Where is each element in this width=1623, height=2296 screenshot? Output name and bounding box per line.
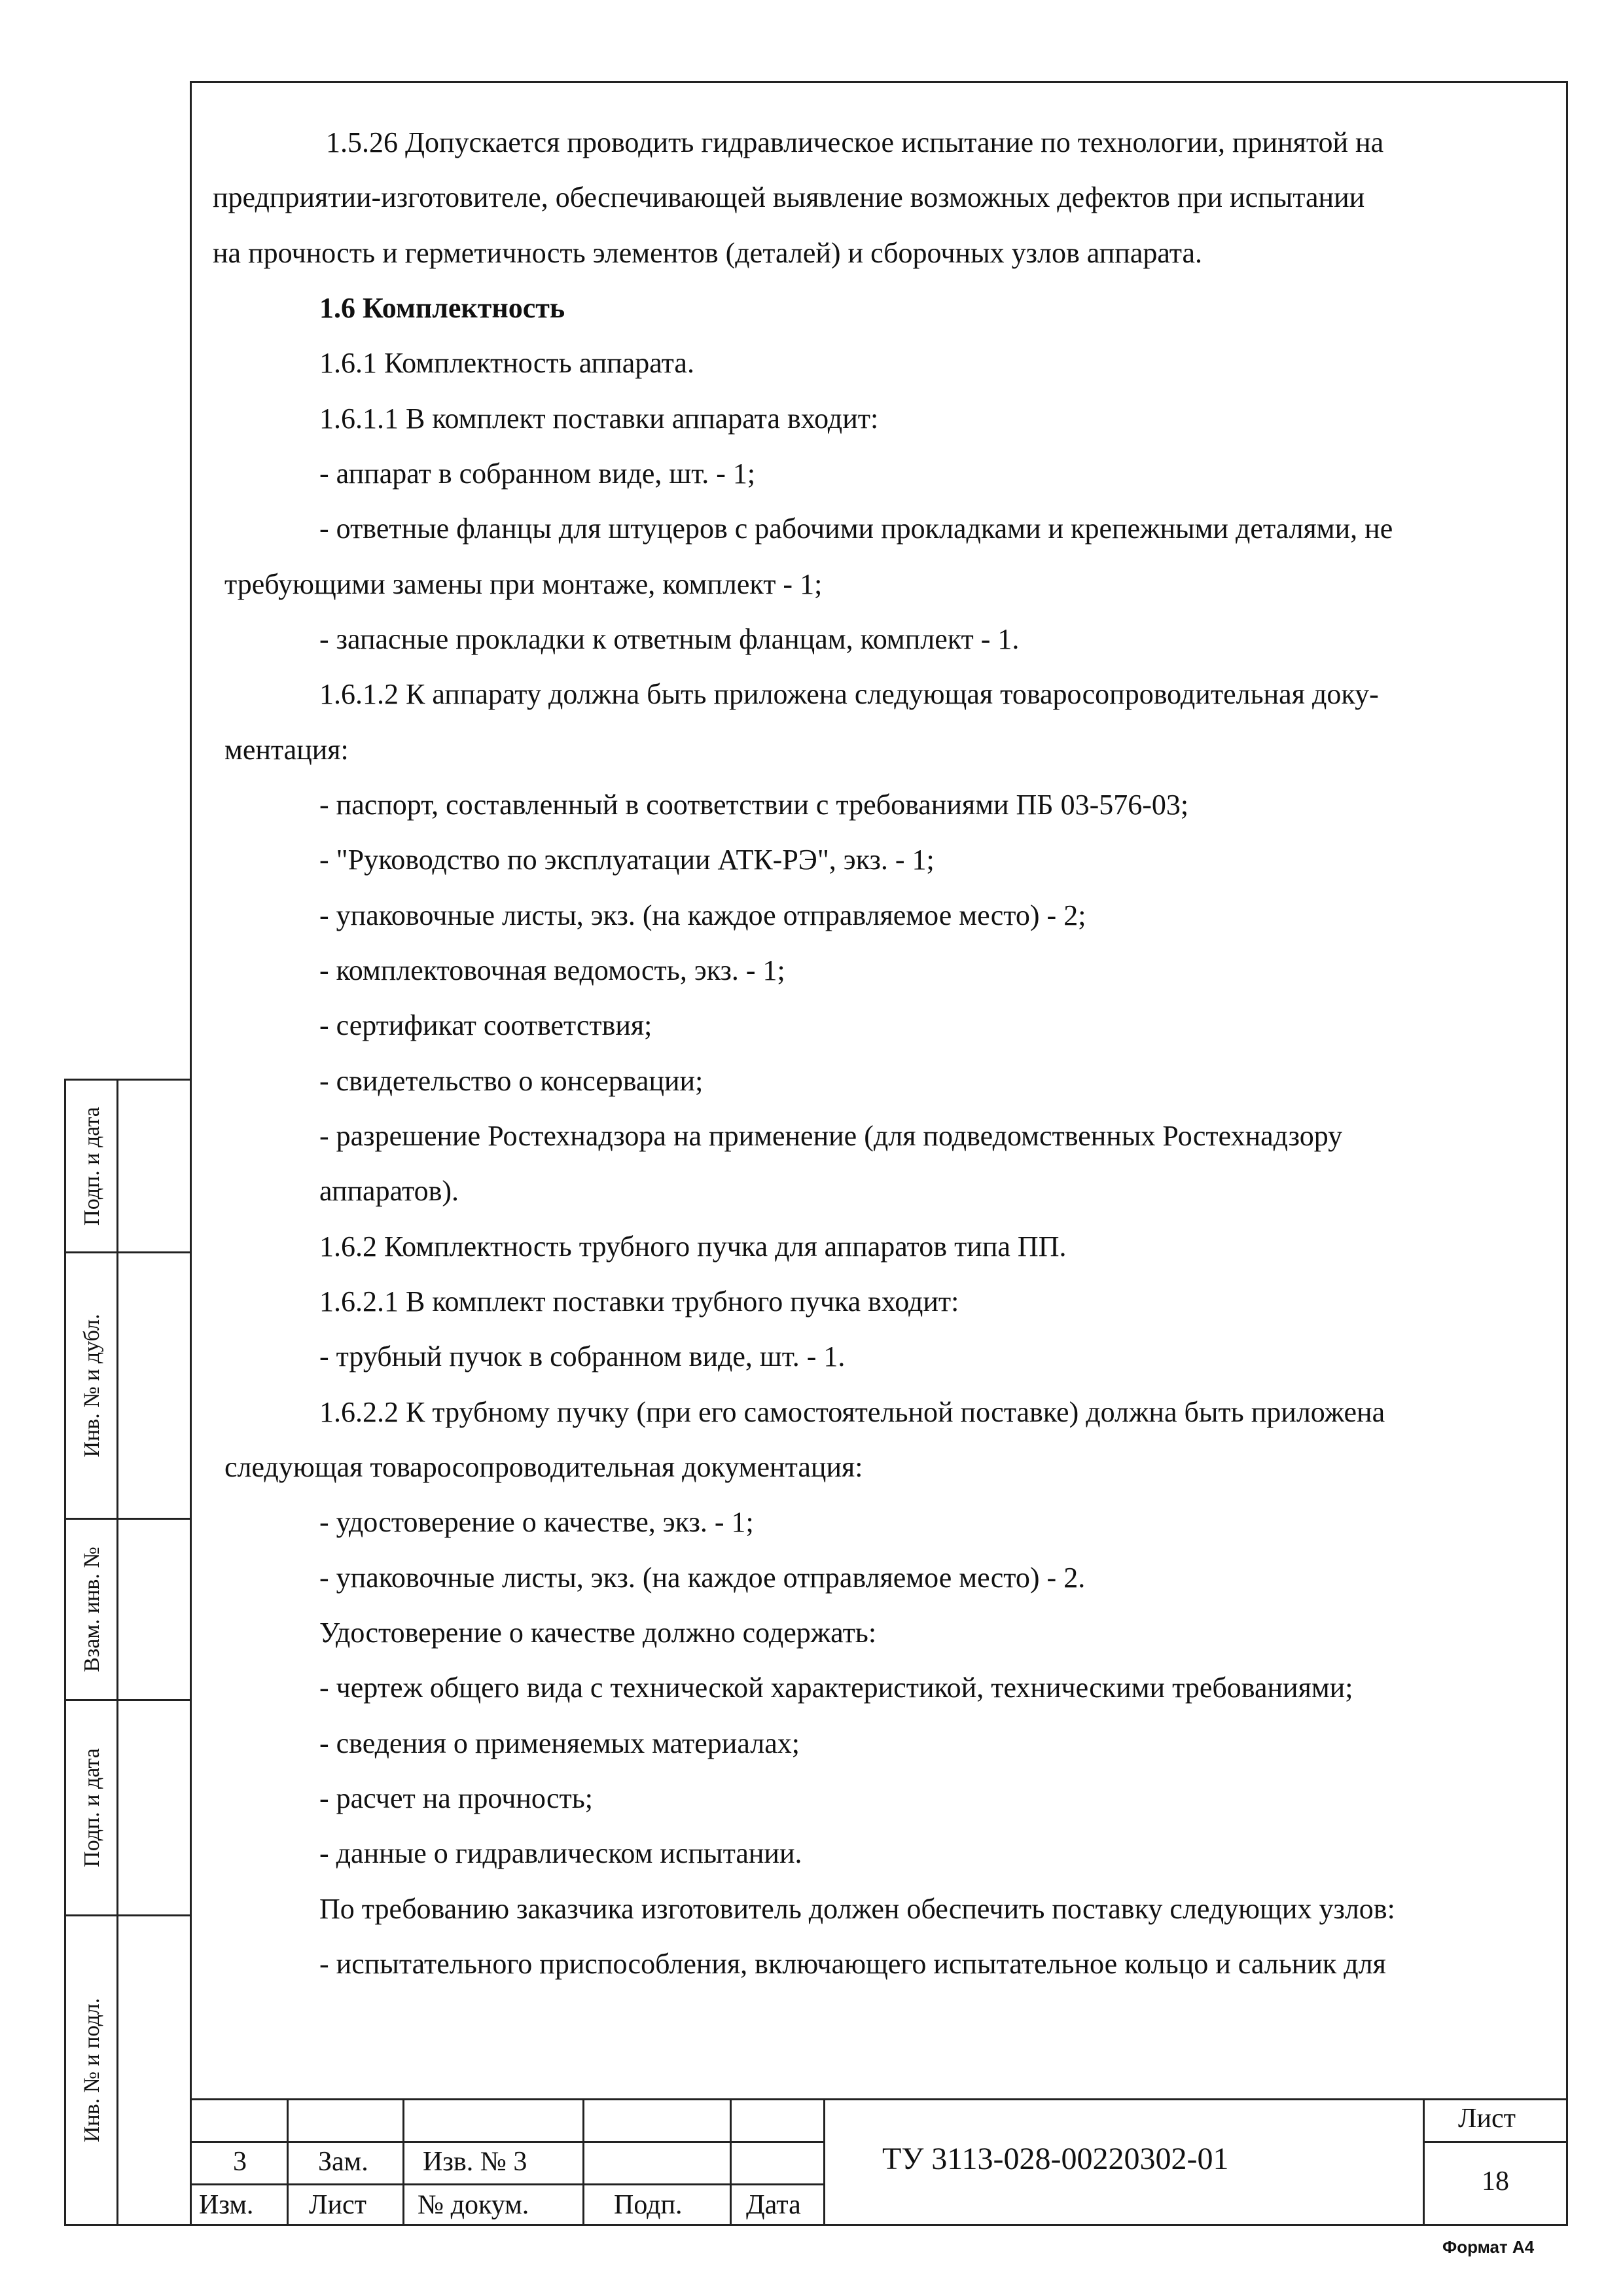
side-stamp-cell	[64, 1914, 191, 2226]
text-line: По требованию заказчика изготовитель должен обеспечить поставку следующих узлов:	[319, 1893, 1395, 1925]
change-document: Изв. № 3	[423, 2147, 527, 2177]
text-line: - чертеж общего вида с технической характеристикой, техническими требованиями;	[319, 1672, 1353, 1704]
text-line: - данные о гидравлическом испытании.	[319, 1837, 802, 1869]
document-designation: ТУ 3113-028-00220302-01	[882, 2142, 1229, 2176]
text-line: - расчет на прочность;	[319, 1782, 594, 1814]
text-line: 1.6.1.2 К аппарату должна быть приложена следующая товаросопроводительная доку-	[319, 678, 1379, 710]
change-type: Зам.	[318, 2147, 368, 2177]
text-line: - сертификат соответствия;	[319, 1009, 652, 1041]
text-line: 1.6.2.2 К трубному пучку (при его самостоятельной поставке) должна быть приложена	[319, 1396, 1385, 1428]
side-stamp-label: Инв. № и подл.	[80, 1998, 104, 2143]
text-line: - паспорт, составленный в соответствии с требованиями ПБ 03-576-03;	[319, 789, 1189, 821]
column-izm: Изм.	[199, 2190, 254, 2220]
sheet-label: Лист	[1458, 2104, 1516, 2134]
side-stamp-label: Подп. и дата	[80, 1106, 104, 1226]
side-stamp-cell	[64, 1518, 191, 1699]
format-label: Формат А4	[1442, 2237, 1535, 2257]
side-stamp-label-box	[66, 1701, 118, 1914]
side-stamp-label-box	[66, 1081, 118, 1251]
side-stamp-label-box	[66, 1253, 118, 1518]
title-block-border	[190, 2098, 1568, 2100]
text-line: - "Руководство по эксплуатации АТК-РЭ", экз. - 1;	[319, 844, 935, 876]
side-stamp-column	[64, 1079, 191, 2226]
text-line: - сведения о применяемых материалах;	[319, 1727, 800, 1759]
title-block-border	[190, 2098, 192, 2226]
change-number: 3	[233, 2147, 247, 2177]
text-line: - упаковочные листы, экз. (на каждое отправляемое место) - 2.	[319, 1562, 1086, 1594]
text-line: 1.6.2.1 В комплект поставки трубного пучка входит:	[319, 1285, 959, 1318]
text-line: - свидетельство о консервации;	[319, 1065, 704, 1097]
text-line: ментация:	[224, 734, 349, 766]
side-stamp-cell	[64, 1699, 191, 1914]
title-block-divider	[402, 2098, 404, 2226]
title-block-divider	[730, 2098, 732, 2226]
side-stamp-label: Инв. № и дубл.	[80, 1314, 104, 1458]
title-block	[190, 2098, 1568, 2226]
text-line: 1.6.1 Комплектность аппарата.	[319, 347, 694, 379]
title-block-divider	[823, 2098, 825, 2226]
text-line: 1.6.2 Комплектность трубного пучка для аппаратов типа ПП.	[319, 1230, 1067, 1263]
text-line: Удостоверение о качестве должно содержать:	[319, 1617, 877, 1649]
side-stamp-cell	[64, 1251, 191, 1518]
text-line: - разрешение Ростехнадзора на применение (для подведомственных Ростехнадзору	[319, 1120, 1343, 1152]
side-stamp-label-box	[66, 1916, 118, 2224]
text-line: - аппарат в собранном виде, шт. - 1;	[319, 457, 756, 490]
text-line: - удостоверение о качестве, экз. - 1;	[319, 1506, 754, 1538]
title-block-divider	[582, 2098, 584, 2226]
text-line: - упаковочные листы, экз. (на каждое отправляемое место) - 2;	[319, 899, 1086, 931]
text-line: - запасные прокладки к ответным фланцам, комплект - 1.	[319, 623, 1020, 655]
text-line: - комплектовочная ведомость, экз. - 1;	[319, 954, 785, 986]
title-block-divider	[190, 2183, 823, 2185]
side-stamp-label-box	[66, 1520, 118, 1699]
text-line: предприятии-изготовителе, обеспечивающей выявление возможных дефектов при испытании	[213, 181, 1365, 213]
title-block-divider	[287, 2098, 289, 2226]
section-heading: 1.6 Комплектность	[319, 292, 565, 324]
text-line: 1.6.1.1 В комплект поставки аппарата входит:	[319, 403, 879, 435]
side-stamp-cell	[64, 1079, 191, 1251]
sheet-number: 18	[1482, 2166, 1509, 2197]
text-line: на прочность и герметичность элементов (деталей) и сборочных узлов аппарата.	[213, 237, 1203, 269]
title-block-divider	[1423, 2141, 1568, 2143]
title-block-divider	[1423, 2098, 1425, 2226]
column-date: Дата	[746, 2190, 801, 2220]
text-line: аппаратов).	[319, 1175, 459, 1207]
side-stamp-label: Подп. и дата	[80, 1748, 104, 1867]
text-line: - ответные фланцы для штуцеров с рабочими прокладками и крепежными деталями, не	[319, 512, 1393, 545]
text-line: - трубный пучок в собранном виде, шт. - 1.	[319, 1340, 846, 1372]
column-list: Лист	[309, 2190, 366, 2220]
side-stamp-label: Взам. инв. №	[80, 1547, 104, 1672]
title-block-divider	[190, 2141, 823, 2143]
text-line: 1.5.26 Допускается проводить гидравлическое испытание по технологии, принятой на	[326, 126, 1384, 158]
text-line: - испытательного приспособления, включающего испытательное кольцо и сальник для	[319, 1948, 1386, 1980]
column-signature: Подп.	[614, 2190, 683, 2220]
column-document-number: № докум.	[418, 2190, 529, 2220]
text-line: следующая товаросопроводительная документация:	[224, 1451, 863, 1483]
text-line: требующими замены при монтаже, комплект - 1;	[224, 568, 823, 600]
